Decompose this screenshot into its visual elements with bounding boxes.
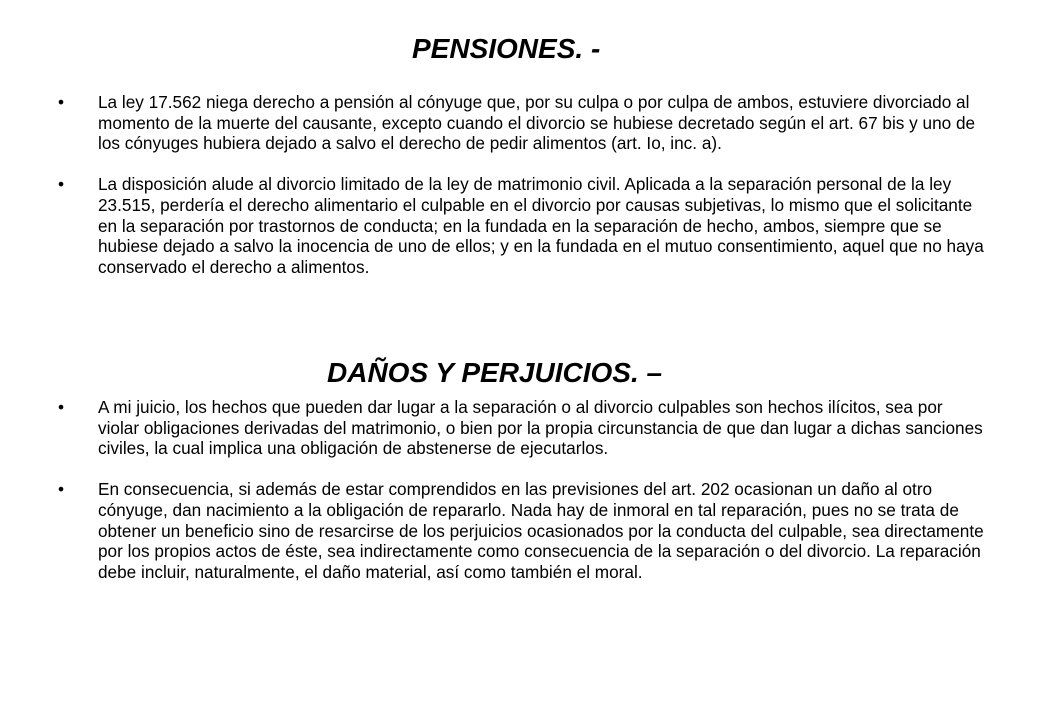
bullet-text: A mi juicio, los hechos que pueden dar lugar a la separación o al divorcio culpables son hechos ilícitos, sea por violar obligaciones derivadas del matrimonio, o bien por la propia circunstancia de que dan lugar a dichas sanciones civiles, la cual implica una obligación de abstenerse de ejecutarlos. [98,397,983,459]
bullet-icon: • [58,174,65,195]
bullet-list-pensiones [58,92,988,298]
bullet-text: La ley 17.562 niega derecho a pensión al cónyuge que, por su culpa o por culpa de ambos, estuviere divorciado al momento de la muerte del causante, excepto cuando el divorcio se hubiese decretado según el art. 67 bis y uno de los cónyuges hubiera dejado a salvo el derecho de pedir alimentos (art. Io, inc. a). [98,92,976,154]
bullet-item [58,479,988,582]
bullet-text: En consecuencia, si además de estar comprendidos en las previsiones del art. 202 ocasionan un daño al otro cónyuge, dan nacimiento a la obligación de repararlo. Nada hay de inmoral en tal reparación, pues no se trata de obtener un beneficio sino de resarcirse de los perjuicios ocasionados por la conducta del culpable, sea directamente por los propios actos de éste, sea indirectamente como consecuencia de la separación o del divorcio. La reparación debe incluir, naturalmente, el daño material, así como también el moral. [98,479,984,582]
bullet-icon: • [58,479,65,500]
bullet-item [58,92,988,154]
bullet-text: La disposición alude al divorcio limitado de la ley de matrimonio civil. Aplicada a la separación personal de la ley 23.515, perdería el derecho alimentario el culpable en el divorcio por causas subjetivas, lo mismo que el solicitante en la separación por trastornos de conducta; en la fundada en la separación de hecho, ambos, siempre que se hubiese dejado a salvo la inocencia de uno de ellos; y en la fundada en el mutuo consentimiento, aquel que no haya conservado el derecho a alimentos. [98,174,984,277]
bullet-icon: • [58,397,65,417]
section-title-pensiones: PENSIONES. - [412,33,601,64]
section-title-danos-y-perjuicios: DAÑOS Y PERJUICIOS. – [327,357,663,388]
bullet-list-danos-y-perjuicios [58,397,988,603]
bullet-item [58,397,988,459]
bullet-item [58,174,988,277]
bullet-icon: • [58,92,65,112]
